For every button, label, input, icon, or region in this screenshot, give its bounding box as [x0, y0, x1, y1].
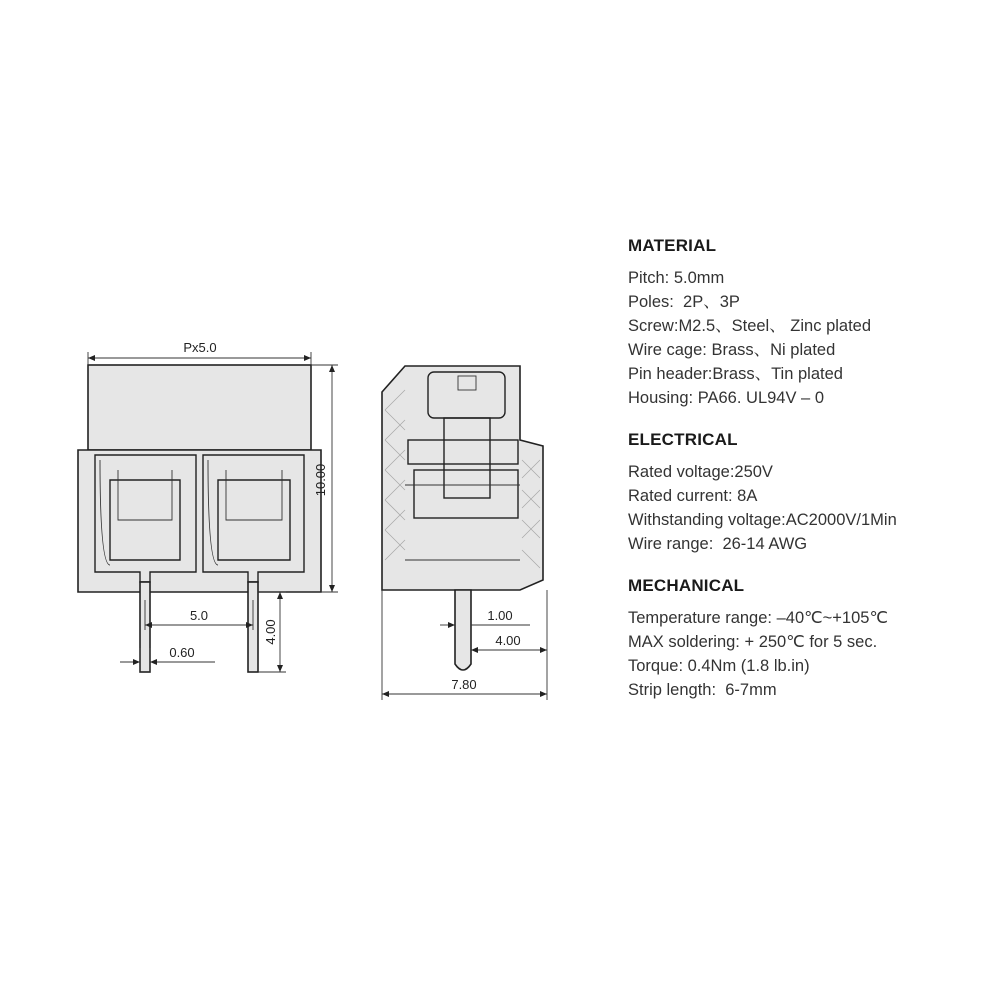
- spec-label: MAX soldering:: [628, 633, 745, 651]
- front-housing-top: [88, 365, 311, 450]
- specifications-panel: [628, 236, 988, 722]
- spec-row: [628, 654, 988, 678]
- spec-row: [628, 314, 988, 338]
- spec-row: [628, 290, 988, 314]
- material-section: [628, 236, 988, 410]
- spec-value: –40℃~+105℃: [776, 609, 888, 627]
- spec-row: [628, 508, 988, 532]
- spec-value: AC2000V/1Min: [785, 511, 897, 529]
- spec-value: 2P、3P: [683, 293, 740, 311]
- spec-row: [628, 630, 988, 654]
- spec-row: [628, 678, 988, 702]
- electrical-title: ELECTRICAL: [628, 430, 738, 449]
- spec-label: Rated current:: [628, 487, 738, 505]
- side-housing: [382, 366, 543, 590]
- side-dim-pin-offset-label: 1.00: [487, 608, 513, 623]
- side-dim-depth-label: 7.80: [451, 677, 477, 692]
- spec-value: 250V: [734, 463, 773, 481]
- spec-value: 6-7mm: [725, 681, 777, 699]
- spec-label: Screw:: [628, 317, 679, 335]
- spec-row: [628, 532, 988, 556]
- spec-row: [628, 338, 988, 362]
- spec-row: [628, 460, 988, 484]
- side-view: [382, 366, 547, 700]
- spec-value: PA66. UL94V – 0: [697, 389, 824, 407]
- spec-label: Housing:: [628, 389, 698, 407]
- spec-label: Temperature range:: [628, 609, 777, 627]
- material-title: MATERIAL: [628, 236, 717, 255]
- spec-value: 5.0mm: [673, 269, 725, 287]
- spec-label: Torque:: [628, 657, 688, 675]
- front-dim-top-label: Px5.0: [183, 340, 217, 355]
- front-housing-body: [78, 450, 321, 592]
- spec-label: Wire range:: [628, 535, 723, 553]
- front-dim-height-label: 10.00: [313, 463, 328, 497]
- spec-value: 0.4Nm (1.8 lb.in): [687, 657, 810, 675]
- side-dim-pin-length-label: 4.00: [495, 633, 521, 648]
- front-dim-pitch-label: 5.0: [189, 608, 209, 623]
- spec-label: Strip length:: [628, 681, 726, 699]
- spec-row: [628, 362, 988, 386]
- spec-label: Wire cage:: [628, 341, 712, 359]
- mechanical-section: [628, 576, 988, 702]
- spec-label: Withstanding voltage:: [628, 511, 786, 529]
- side-pin: [455, 590, 471, 670]
- spec-value: M2.5、Steel、 Zinc plated: [678, 317, 872, 335]
- spec-value: Brass、Tin plated: [712, 365, 843, 383]
- front-dim-pin-length-label: 4.00: [263, 619, 278, 645]
- spec-label: Rated voltage:: [628, 463, 735, 481]
- spec-value: Brass、Ni plated: [711, 341, 836, 359]
- spec-label: Pitch:: [628, 269, 674, 287]
- spec-value: 8A: [737, 487, 758, 505]
- front-dim-pin-width-label: 0.60: [169, 645, 195, 660]
- front-view: [78, 340, 338, 672]
- spec-row: [628, 266, 988, 290]
- mechanical-title: MECHANICAL: [628, 576, 745, 595]
- spec-row: [628, 386, 988, 410]
- spec-value: + 250℃ for 5 sec.: [744, 633, 878, 651]
- spec-value: 26-14 AWG: [722, 535, 808, 553]
- spec-row: [628, 484, 988, 508]
- electrical-section: [628, 430, 988, 556]
- spec-row: [628, 606, 988, 630]
- spec-label: Poles:: [628, 293, 684, 311]
- spec-label: Pin header:: [628, 365, 713, 383]
